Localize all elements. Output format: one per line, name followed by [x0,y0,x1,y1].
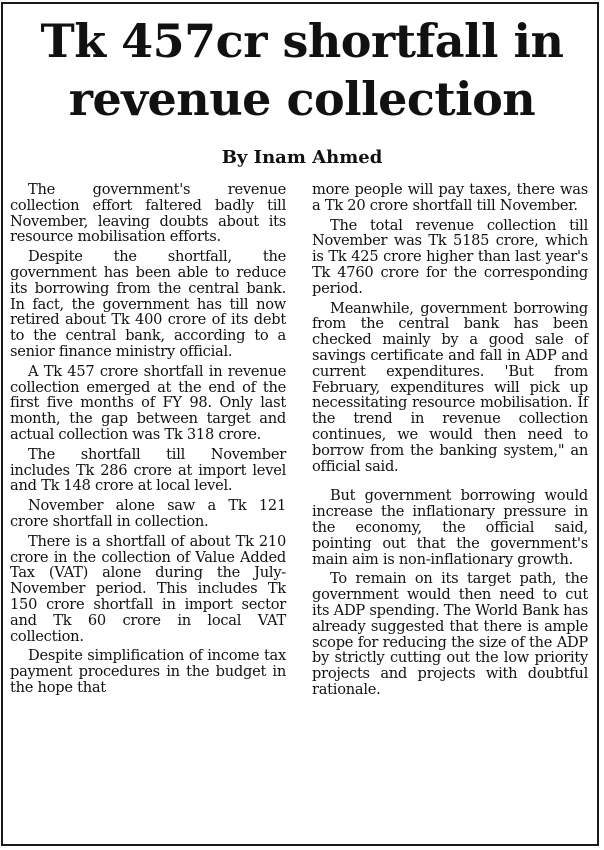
article-column-left [10,182,286,700]
paragraph: Despite simplification of income tax payment procedures in the budget in the hope that [10,647,286,696]
paragraph: Meanwhile, government borrowing from the central bank has been checked mainly by a good sale of savings certificate and fall in ADP and current expenditures. 'But from February, expenditures will pick up necessitating resource mobilisation. If the trend in revenue collection continues, we would then need to borrow from the banking system," an official said. [312,299,588,475]
headline-line-1: Tk 457cr shortfall in [40,14,564,68]
headline-line-2: revenue collection [68,72,536,126]
article-byline: By Inam Ahmed [221,147,383,168]
paragraph: To remain on its target path, the government would then need to cut its ADP spending. The World Bank has already suggested that there is ample scope for reducing the size of the ADP by strictly cutting out the low priority projects and projects with doubtful rationale. [312,570,588,698]
paragraph: more people will pay taxes, there was a Tk 20 crore shortfall till November. [312,181,588,214]
paragraph: The government's revenue collection effort faltered badly till November, leaving doubts about its resource mobilisation efforts. [10,181,286,246]
paragraph: The shortfall till November includes Tk 286 crore at import level and Tk 148 crore at local level. [10,445,286,495]
article-headline [0,12,604,128]
paragraph: There is a shortfall of about Tk 210 crore in the collection of Value Added Tax (VAT) alone during the July-November period. This includes Tk 150 crore shortfall in import sector and Tk 60 crore in local VAT collection. [10,532,286,645]
article-column-right [312,182,588,702]
paragraph: The total revenue collection till November was Tk 5185 crore, which is Tk 425 crore higher than last year's Tk 4760 crore for the corresponding period. [312,216,588,297]
paragraph: Despite the shortfall, the government has been able to reduce its borrowing from the central bank. In fact, the government has till now retired about Tk 400 crore of its debt to the central bank, according to a senior finance ministry official. [10,248,286,360]
paragraph: November alone saw a Tk 121 crore shortfall in collection. [10,497,286,530]
paragraph: A Tk 457 crore shortfall in revenue collection emerged at the end of the first five months of FY 98. Only last month, the gap between target and actual collection was Tk 318 crore. [10,362,286,443]
paragraph: But government borrowing would increase the inflationary pressure in the economy, the official said, pointing out that the government's main aim is non-inflationary growth. [312,487,588,568]
